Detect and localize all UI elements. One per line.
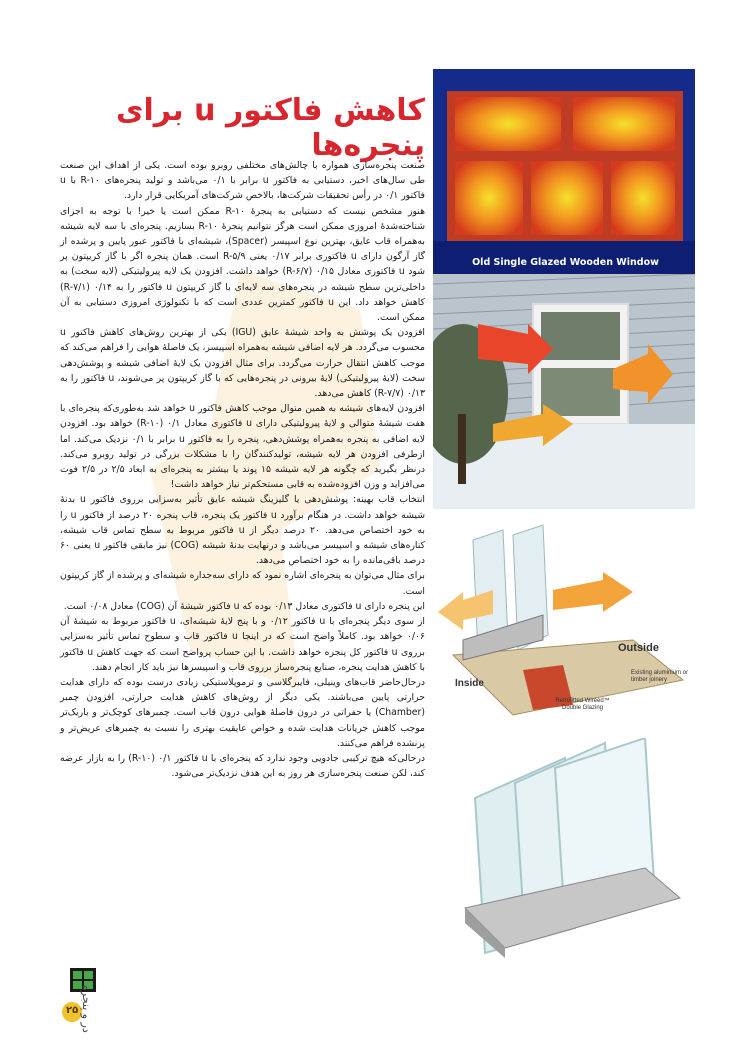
- paragraph: انتخاب قاب بهینه: پوشش‌دهی یا گلیزینگ شیشه عایق تأثیر به‌سزایی برروی فاکتور u بدنهٔ شیشه خواهد داشت. در هنگام برآورد u فاکتور یک پنجره، قاب پنجره ۲۰ درصد از فاکتور u را به خود اختصاص می‌دهد. ۲۰ درصد دیگر از u فاکتور مربوط به سطح تماس قاب شیشه، کناره‌های شیشه و اسپیسر می‌باشد و درنهایت بدنهٔ شیشه (COG) نیز مابقی فاکتور u یعنی ۶۰ درصد باقی‌مانده را به خود اختصاص می‌دهد.: [60, 494, 425, 567]
- page-number: ۲۵: [66, 1005, 79, 1016]
- thermal-window-image: [433, 69, 695, 274]
- paragraph: صنعت پنجره‌سازی همواره با چالش‌های مختلفی روبرو بوده است. یکی از اهداف این صنعت طی سال‌های اخیر، دستیابی به فاکتور u برابر با ۰/۱ می‌باشد و تولید پنجره‌های R-۱۰ با u فاکتور ۰/۱ در رأس تحقیقات شرکت‌ها، بالاخص شرکت‌های آمریکایی قرار دارد.: [60, 160, 425, 202]
- paragraph: افزودن یک پوشش به واحد شیشهٔ عایق (IGU) یکی از بهترین روش‌های کاهش فاکتور u محسوب می‌گردد. هر لایه اضافی شیشه به‌همراه اسپیسر، یک فاصلهٔ هوایی را فراهم می‌کند که موجب کاهش انتقال حرارت می‌گردد. برای مثال افزودن یک لایهٔ اضافی شیشه و پوشش‌دهی سخت (لایهٔ پیرولیتیکی) لایهٔ بیرونی در پنجره‌هایی که با گاز کریپتون پر می‌شوند، u فاکتور را به ۰/۱۳ (R-۷/۷) کاهش می‌دهد.: [60, 327, 426, 400]
- triple-glazing-unit-image: [445, 738, 690, 958]
- house-window-photo: [433, 274, 695, 509]
- paragraph: هنوز مشخص نیست که دستیابی به پنجرهٔ R-۱۰ ممکن است یا خیر! با توجه به اجزای شناخته‌شدهٔ امروزی ممکن است هرگز نتوانیم پنجرهٔ R-۱۰ بسازیم. پنجره‌ای با سه لایه شیشه به‌همراه قاب عایق، بهترین نوع اسپیسر (Spacer)، شیشه‌ای با فاکتور عبور پایین و پرشده از گاز آرگون دارای u فاکتوری برابر ۰/۱۷ یعنی R-۵/۹ است. همان پنجره اگر با گاز کریپتون پر شود u فاکتوری معادل ۰/۱۵ (R-۶/۷) خواهد داشت. افزودن یک لایه پیرولیتیکی (لایه سخت) به داخلی‌ترین سطح شیشه در پنجره‌های سه لایه‌ای با گاز کریپتون u فاکتور را به ۰/۱۴ (R-۷/۱) کاهش خواهد داد. این u فاکتور کمترین عددی است که با تکنولوژی امروزی دستیابی به آن ممکن است.: [60, 205, 426, 324]
- paragraph: برای مثال می‌توان به پنجره‌ای اشاره نمود که دارای سه‌جداره شیشه‌ای و پرشده از گاز کریپتون است.: [60, 570, 425, 597]
- outside-label: Outside: [618, 642, 659, 654]
- thermal-caption: Old Single Glazed Wooden Window: [472, 257, 659, 268]
- paragraph: این پنجره دارای u فاکتوری معادل ۰/۱۳ بوده که u فاکتور شیشهٔ آن (COG) معادل ۰/۰۸ است.: [63, 600, 425, 612]
- article-body: [60, 158, 425, 781]
- window-section-diagram: [433, 520, 695, 735]
- inside-label: Inside: [455, 678, 484, 689]
- page-title: کاهش فاکتور u برای پنجره‌ها: [115, 93, 425, 163]
- retrofitted-label: Retrofitted Wireed™ Double Glazing: [555, 698, 610, 711]
- magazine-name: در و پنجره: [80, 985, 93, 1033]
- paragraph: درحالی‌که هیچ ترکیبی جادویی وجود ندارد که پنجره‌ای با u فاکتور ۰/۱ (R-۱۰) را به بازار عرضه کند، لکن صنعت پنجره‌سازی هر روز به این هدف نزدیک‌تر می‌شود.: [60, 752, 425, 780]
- paragraph: درحال‌حاضر قاب‌های وینیلی، فایبرگلاسی و ترموپلاستیکی زیادی درست بوده که دارای هدایت حرارتی پایین می‌باشند. یکی دیگر از روش‌های کاهش هدایت حرارتی، افزودن چمبر (Chamber) یا حفراتی در درون فاصلهٔ هوایی درون قاب است. چمبرهای کوچک‌تر و باریک‌تر موجب کاهش جریانات هدایت شده و خواص عایقیت بهتری را نسبت به چمبرهای عریض‌تر و پرنشده فراهم می‌کنند.: [60, 676, 425, 749]
- paragraph: افزودن لایه‌های شیشه به همین منوال موجب کاهش فاکتور u خواهد شد به‌طوری‌که پنجره‌ای با هفت شیشهٔ متوالی و لایهٔ پیرولیتیکی دارای u فاکتوری معادل ۰/۱ (R-۱۰) خواهد بود. افزودن لایه اضافی به پنجره به‌همراه پوشش‌دهی، پنجره را به فاکتور u برابر با ۰/۱ نزدیک می‌کند. اما ازطرفی افزودن هر لایه شیشه، تولیدکنندگان را با مشکلات بزرگی در تولید روبرو می‌کند. درنظر بگیرید که چگونه هر لایه شیشه ۱۵ پوند یا بیشتر به پنجره‌ای به ابعاد ۲/۵ در ۲/۵ فوت می‌افزاید و وزن افزوده‌شده به قابی مستحکم‌تر نیاز خواهد داشت!: [60, 403, 425, 491]
- paragraph: از سوی دیگر پنجره‌ای با u فاکتور ۰/۱۲ و با پنج لایهٔ شیشه‌ای، u فاکتور مربوط به شیشهٔ آن ۰/۰۶ خواهد بود. کاملاً واضح است که در اینجا u فاکتور قاب و سطوح تماس تأثیر به‌سزایی برروی u فاکتور کل پنجره خواهد داشت. با این حساب پرواضح است که جهت کاهش u فاکتور با کاهش هدایت پنجره، صنایع پنجره‌ساز برروی قاب و اسپیسرها نیز باید کار انجام دهند.: [60, 616, 425, 673]
- existing-joinery-label: Existing aluminium or timber joinery: [631, 670, 689, 683]
